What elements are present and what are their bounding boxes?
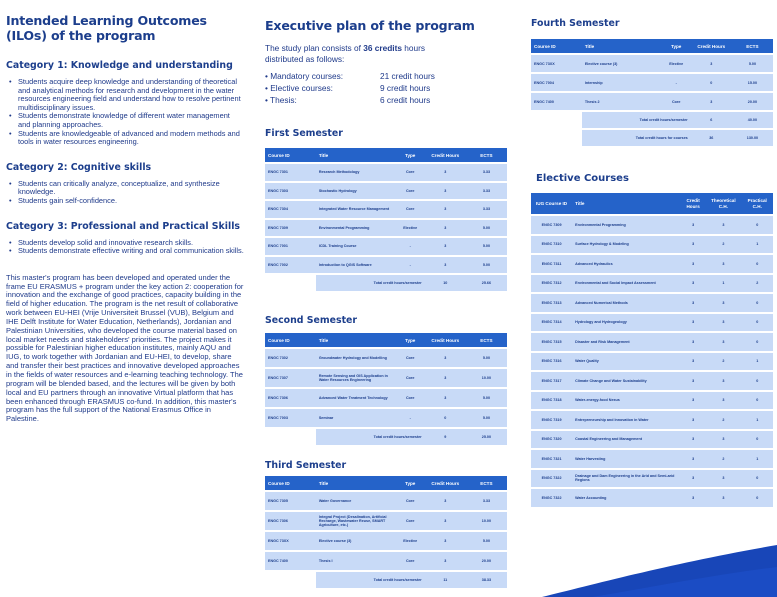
table-cell: 20.00 [732, 93, 773, 110]
table-cell: Environmental and Social Impact Assessment [572, 275, 681, 293]
table-cell: Elective [396, 220, 425, 237]
table-cell: 3 [705, 470, 741, 488]
blank-cell [265, 572, 316, 588]
ilos-title-line1: Intended Learning Outcomes [6, 13, 207, 28]
total-ects: 25.00 [466, 429, 507, 445]
table-cell: ENGC 7322 [531, 489, 572, 507]
table-header-row [531, 193, 773, 214]
table-cell: Surface Hydrology & Modeling [572, 236, 681, 254]
table-cell: Stochastic Hydrology [316, 183, 396, 200]
table-row [531, 353, 773, 371]
cat1-title: Category 1: Knowledge and understanding [6, 60, 233, 71]
column-header: IUG Course ID [531, 193, 572, 214]
list-item: • Students demonstrate effective writing and oral communication skills. [6, 247, 244, 256]
ilos-title-line2: (ILOs) of the program [6, 27, 156, 43]
sem4-table [531, 37, 773, 148]
table-total-row [265, 275, 507, 291]
plan-row-label: • Elective courses: [265, 83, 333, 93]
table-cell: Hydrology and Hydrogeology [572, 314, 681, 332]
column-header: Credit Hours [425, 148, 466, 162]
table-row [265, 183, 507, 200]
table-cell: 3.33 [466, 201, 507, 218]
table-cell: Thesis 2 [582, 93, 662, 110]
total-credit: 36 [691, 130, 732, 146]
table-cell: 2 [705, 411, 741, 429]
table-cell: Core [396, 349, 425, 367]
column-header: Type [662, 39, 691, 53]
table-cell: 5.00 [466, 257, 507, 274]
table-cell: Elective [396, 532, 425, 550]
column-header: Credit Hours [691, 39, 732, 53]
table-cell: 2 [705, 353, 741, 371]
table-cell: 3 [691, 55, 732, 72]
program-paragraph: This master's program has been developed and operated under the frame EU ERASMUS + program under the key action 2: cooperation for innovation and the exchange of good practices, capacity building in the field of higher education. The program is the net result of collaborative work between EU-HEI (Vrije Universiteit Brussel (VUB), Belgium and IHE Delft Institute for Water Education, Netherlands), Jordanian and Palestinian Universities, who developed the course material based on local market needs and stakeholders' priorities. The project makes it possible for Palestinian higher education institutes, mainly AQU and IUG, to work together with Jordanian and EU-HEI, to develop, share and transfer their best practices and innovative developed approaches in the fields of water resources and e-learning teaching technology. The program will be blended based, and the lectures will be given by both local and EU partners through an innovative Virtual platform that has been enhanced through ERASMUS co-fund. In addition, this master's program has the full support of the National Erasmus Office in Palestine. [6, 272, 244, 424]
electives-title: Elective Courses [536, 173, 629, 184]
table-cell: Groundwater Hydrology and Modelling [316, 349, 396, 367]
table-cell: ENGC 7312 [531, 275, 572, 293]
table-cell: ENGC 7320 [531, 431, 572, 449]
table-cell: Core [396, 183, 425, 200]
table-cell: Environmental Programming [572, 216, 681, 234]
total-ects: 38.33 [466, 572, 507, 588]
table-cell: ENGC 7307 [265, 369, 316, 387]
table-row [265, 349, 507, 367]
electives-table [531, 191, 773, 509]
table-cell: 5.00 [466, 349, 507, 367]
table-cell: 3 [681, 236, 705, 254]
table-row [265, 552, 507, 570]
column-header: Title [582, 39, 662, 53]
plan-intro-a: The study plan consists of [265, 43, 364, 53]
table-row [531, 392, 773, 410]
table-cell: 3 [425, 492, 466, 510]
blank-cell [265, 429, 316, 445]
table-header-row [265, 148, 507, 162]
sem2-table [265, 331, 507, 447]
table-cell: 0 [425, 409, 466, 427]
table-cell: 3 [705, 294, 741, 312]
table-cell: 3 [705, 314, 741, 332]
table-cell: Drainage and Dam Engineering in the Arid and Semi-arid Regions [572, 470, 681, 488]
table-cell: 0 [691, 74, 732, 91]
plan-intro-c: hours distributed as follows: [265, 43, 426, 64]
table-row [531, 55, 773, 72]
table-row [265, 238, 507, 255]
table-cell: - [662, 74, 691, 91]
total-credit: 11 [425, 572, 466, 588]
table-cell: Advanced Hydraulics [572, 255, 681, 273]
cat3-list [6, 239, 244, 256]
table-row [265, 257, 507, 274]
table-cell: 3 [425, 532, 466, 550]
table-cell: Disaster and Risk Management [572, 333, 681, 351]
column-header: ECTS [466, 148, 507, 162]
table-cell: 3 [705, 431, 741, 449]
table-row [531, 450, 773, 468]
sem1-title: First Semester [265, 128, 343, 139]
table-cell: 5.00 [466, 220, 507, 237]
plan-row-label: • Thesis: [265, 95, 297, 105]
table-cell: 3.33 [466, 492, 507, 510]
table-cell: ICDL Training Course [316, 238, 396, 255]
blank-cell [265, 275, 316, 291]
table-cell: ENGC 7303 [265, 183, 316, 200]
column-header: Course ID [265, 148, 316, 162]
table-cell: 2 [705, 236, 741, 254]
table-row [265, 220, 507, 237]
table-cell: ENGC 7400 [265, 552, 316, 570]
table-cell: 3 [681, 275, 705, 293]
table-cell: ENGC 73XX [265, 532, 316, 550]
plan-distribution [265, 70, 515, 106]
sem4-title: Fourth Semester [531, 18, 620, 29]
table-cell: ENGC 7316 [531, 353, 572, 371]
table-cell: 3 [425, 512, 466, 530]
table-cell: 3 [425, 349, 466, 367]
table-row [265, 409, 507, 427]
table-row [265, 492, 507, 510]
table-cell: 5.00 [466, 389, 507, 407]
total-ects: 130.00 [732, 130, 773, 146]
plan-row-value: 6 credit hours [380, 95, 431, 105]
table-cell: 3 [681, 450, 705, 468]
table-cell: Core [662, 93, 691, 110]
table-cell: 3 [681, 216, 705, 234]
table-cell: 10.00 [466, 512, 507, 530]
table-cell: - [396, 409, 425, 427]
table-cell: 3 [705, 392, 741, 410]
table-cell: 3 [681, 470, 705, 488]
table-cell: 10.00 [466, 369, 507, 387]
total-label: Total credit hours for courses [582, 130, 691, 146]
table-cell: 3 [681, 489, 705, 507]
plan-row-value: 21 credit hours [380, 71, 435, 81]
table-cell: ENGC 7310 [531, 236, 572, 254]
column-header: Course ID [265, 333, 316, 347]
blank-cell [531, 112, 582, 128]
table-cell: Coastal Engineering and Management [572, 431, 681, 449]
table-cell: 3 [425, 220, 466, 237]
table-cell: ENGC 7309 [265, 220, 316, 237]
table-cell: 0 [742, 392, 773, 410]
column-header: Type [396, 476, 425, 490]
table-header-row [531, 39, 773, 53]
table-cell: ENGC 7309 [531, 216, 572, 234]
table-cell: ENGC 73XX [531, 55, 582, 72]
total-ects: 25.66 [466, 275, 507, 291]
table-cell: Elective course (3) [316, 532, 396, 550]
table-cell: 3 [705, 216, 741, 234]
table-cell: 1 [742, 236, 773, 254]
table-cell: 0 [742, 314, 773, 332]
table-cell: 3 [705, 372, 741, 390]
table-cell: 0 [742, 255, 773, 273]
table-cell: Water Quality [572, 353, 681, 371]
table-cell: 3 [705, 255, 741, 273]
table-cell: ENGC 7003 [265, 409, 316, 427]
column-header: Course ID [531, 39, 582, 53]
cat1-list [6, 78, 244, 147]
table-cell: 3 [681, 372, 705, 390]
column-header: Title [572, 193, 681, 214]
table-cell: Water Governance [316, 492, 396, 510]
column-header: Credit Hours [425, 476, 466, 490]
total-label: Total credit hours/semester [316, 429, 425, 445]
table-row [531, 314, 773, 332]
table-cell: Introduction to QGIS Software [316, 257, 396, 274]
table-cell: Core [396, 201, 425, 218]
table-cell: 3 [425, 164, 466, 181]
table-cell: 0 [742, 372, 773, 390]
table-cell: 0 [742, 470, 773, 488]
table-row [531, 275, 773, 293]
table-cell: 15.00 [732, 74, 773, 91]
table-cell: Core [396, 492, 425, 510]
ilos-title [6, 14, 244, 43]
column-header: Type [396, 333, 425, 347]
sem1-table [265, 146, 507, 293]
table-cell: Research Methodology [316, 164, 396, 181]
table-cell: Elective [662, 55, 691, 72]
list-item: • Students develop solid and innovative research skills. [6, 239, 244, 248]
column-header: Credit Hours [425, 333, 466, 347]
table-row [531, 333, 773, 351]
table-cell: Advanced Numerical Methods [572, 294, 681, 312]
table-row [265, 512, 507, 530]
plan-row [265, 94, 515, 106]
table-row [531, 431, 773, 449]
ilos-column [6, 14, 244, 424]
list-item: • Students demonstrate knowledge of different water management and planning approaches. [6, 112, 244, 129]
table-row [531, 74, 773, 91]
table-row [531, 411, 773, 429]
table-cell: 3 [681, 333, 705, 351]
table-cell: Advanced Water Treatment Technology [316, 389, 396, 407]
table-cell: 3 [425, 369, 466, 387]
table-row [265, 532, 507, 550]
table-cell: Core [396, 369, 425, 387]
table-cell: ENGC 7311 [531, 255, 572, 273]
decorative-wave [522, 545, 777, 597]
table-cell: ENGC 7002 [265, 257, 316, 274]
table-cell: 0 [742, 489, 773, 507]
table-row [531, 216, 773, 234]
table-cell: 5.00 [466, 238, 507, 255]
table-cell: ENGC 7314 [531, 314, 572, 332]
column-header: ECTS [732, 39, 773, 53]
table-row [531, 93, 773, 110]
table-cell: ENGC 7400 [531, 93, 582, 110]
table-cell: Thesis I [316, 552, 396, 570]
table-cell: ENGC 7321 [531, 450, 572, 468]
table-cell: 3 [425, 238, 466, 255]
plan-intro-credits: 36 credits [363, 43, 402, 53]
list-item: • Students are knowledgeable of advanced and modern methods and tools in water resources engineering. [6, 130, 244, 147]
total-ects: 40.00 [732, 112, 773, 128]
column-header: Type [396, 148, 425, 162]
list-item: • Students gain self-confidence. [6, 197, 244, 206]
table-cell: 5.00 [732, 55, 773, 72]
table-cell: ENGC 7317 [531, 372, 572, 390]
table-total-row [265, 572, 507, 588]
table-cell: 3 [705, 489, 741, 507]
table-total-row [265, 429, 507, 445]
table-cell: 3 [691, 93, 732, 110]
table-cell: 3.33 [466, 183, 507, 200]
table-row [265, 201, 507, 218]
table-cell: 2 [742, 275, 773, 293]
table-cell: ENGC 7306 [265, 389, 316, 407]
plan-row [265, 82, 515, 94]
table-cell: Integral Project (Desalination, Artificial Recharge, Wastewater Reuse, SMART Agriculture, etc.) [316, 512, 396, 530]
table-row [265, 164, 507, 181]
table-row [531, 489, 773, 507]
table-cell: 3 [425, 257, 466, 274]
total-credit: 9 [425, 429, 466, 445]
table-cell: Core [396, 552, 425, 570]
plan-row-value: 9 credit hours [380, 83, 431, 93]
cat2-title: Category 2: Cognitive skills [6, 161, 152, 173]
table-row [531, 236, 773, 254]
table-total-row [531, 130, 773, 146]
column-header: ECTS [466, 476, 507, 490]
table-cell: 3 [681, 353, 705, 371]
table-cell: ENGC 7004 [531, 74, 582, 91]
total-credit: 6 [691, 112, 732, 128]
table-cell: 3 [705, 333, 741, 351]
table-cell: ENGC 7306 [265, 512, 316, 530]
table-cell: 5.00 [466, 532, 507, 550]
table-cell: 0 [742, 216, 773, 234]
total-label: Total credit hours/semester [582, 112, 691, 128]
table-cell: 3 [425, 183, 466, 200]
table-cell: ENGC 7301 [265, 164, 316, 181]
table-row [531, 470, 773, 488]
table-cell: 3 [425, 201, 466, 218]
table-cell: 3 [425, 389, 466, 407]
table-total-row [531, 112, 773, 128]
table-cell: Internship [582, 74, 662, 91]
table-cell: 1 [742, 450, 773, 468]
table-cell: 5.00 [466, 409, 507, 427]
table-cell: 3 [681, 392, 705, 410]
table-cell: Remote Sensing and GIS Application in Water Resources Engineering [316, 369, 396, 387]
table-header-row [265, 476, 507, 490]
table-cell: 3 [681, 314, 705, 332]
column-header: Theoretical C.H. [705, 193, 741, 214]
table-row [531, 372, 773, 390]
table-cell: Entrepreneurship and Innovation in Water [572, 411, 681, 429]
table-cell: Elective course (3) [582, 55, 662, 72]
table-cell: Integrated Water Resource Management [316, 201, 396, 218]
table-cell: ENGC 7315 [531, 333, 572, 351]
table-cell: 3 [681, 431, 705, 449]
sem2-title: Second Semester [265, 315, 358, 326]
table-cell: Core [396, 389, 425, 407]
table-row [531, 255, 773, 273]
table-cell: 1 [705, 275, 741, 293]
sem3-title: Third Semester [265, 460, 347, 471]
table-cell: Water-energy-food Nexus [572, 392, 681, 410]
table-cell: 2 [705, 450, 741, 468]
table-row [531, 294, 773, 312]
total-label: Total credit hours/semester [316, 275, 425, 291]
table-cell: 1 [742, 353, 773, 371]
table-cell: 3 [681, 255, 705, 273]
column-header: Course ID [265, 476, 316, 490]
table-cell: ENGC 7322 [531, 470, 572, 488]
table-cell: 0 [742, 294, 773, 312]
table-cell: Core [396, 164, 425, 181]
sem3-table [265, 474, 507, 590]
table-row [265, 369, 507, 387]
table-cell: Environmental Programming [316, 220, 396, 237]
total-label: Total credit hours/semester [316, 572, 425, 588]
cat2-list [6, 180, 244, 206]
table-cell: - [396, 257, 425, 274]
list-item: • Students can critically analyze, conceptualize, and synthesize knowledge. [6, 180, 244, 197]
table-cell: 3 [425, 552, 466, 570]
table-cell: Water Harvesting [572, 450, 681, 468]
plan-column [265, 18, 515, 106]
table-row [265, 389, 507, 407]
table-cell: ENGC 7001 [265, 238, 316, 255]
plan-row-label: • Mandatory courses: [265, 71, 344, 81]
table-cell: ENGC 7302 [265, 349, 316, 367]
table-cell: Core [396, 512, 425, 530]
table-cell: ENGC 7319 [531, 411, 572, 429]
table-cell: - [396, 238, 425, 255]
table-cell: ENGC 7313 [531, 294, 572, 312]
table-cell: Climate Change and Water Sustainability [572, 372, 681, 390]
column-header: Title [316, 148, 396, 162]
table-cell: ENGC 7304 [265, 201, 316, 218]
plan-row [265, 70, 515, 82]
total-credit: 10 [425, 275, 466, 291]
plan-intro [265, 43, 465, 65]
column-header: Credit Hours [681, 193, 705, 214]
table-header-row [265, 333, 507, 347]
blank-cell [531, 130, 582, 146]
table-cell: 0 [742, 431, 773, 449]
table-cell: 1 [742, 411, 773, 429]
column-header: Title [316, 476, 396, 490]
table-cell: ENGC 7318 [531, 392, 572, 410]
table-cell: 3 [681, 411, 705, 429]
table-cell: Water Accounting [572, 489, 681, 507]
column-header: Practical C.H. [742, 193, 773, 214]
table-cell: 3 [681, 294, 705, 312]
list-item: • Students acquire deep knowledge and understanding of theoretical and analytical methods for research and development in the water resources engineering field and understand how to resolve pertinent multidisciplinary issues. [6, 78, 244, 112]
cat3-title: Category 3: Professional and Practical Skills [6, 220, 241, 232]
table-cell: 3.33 [466, 164, 507, 181]
table-cell: Seminar [316, 409, 396, 427]
column-header: ECTS [466, 333, 507, 347]
plan-title: Executive plan of the program [265, 18, 475, 33]
table-cell: 20.00 [466, 552, 507, 570]
column-header: Title [316, 333, 396, 347]
table-cell: ENGC 7305 [265, 492, 316, 510]
table-cell: 0 [742, 333, 773, 351]
